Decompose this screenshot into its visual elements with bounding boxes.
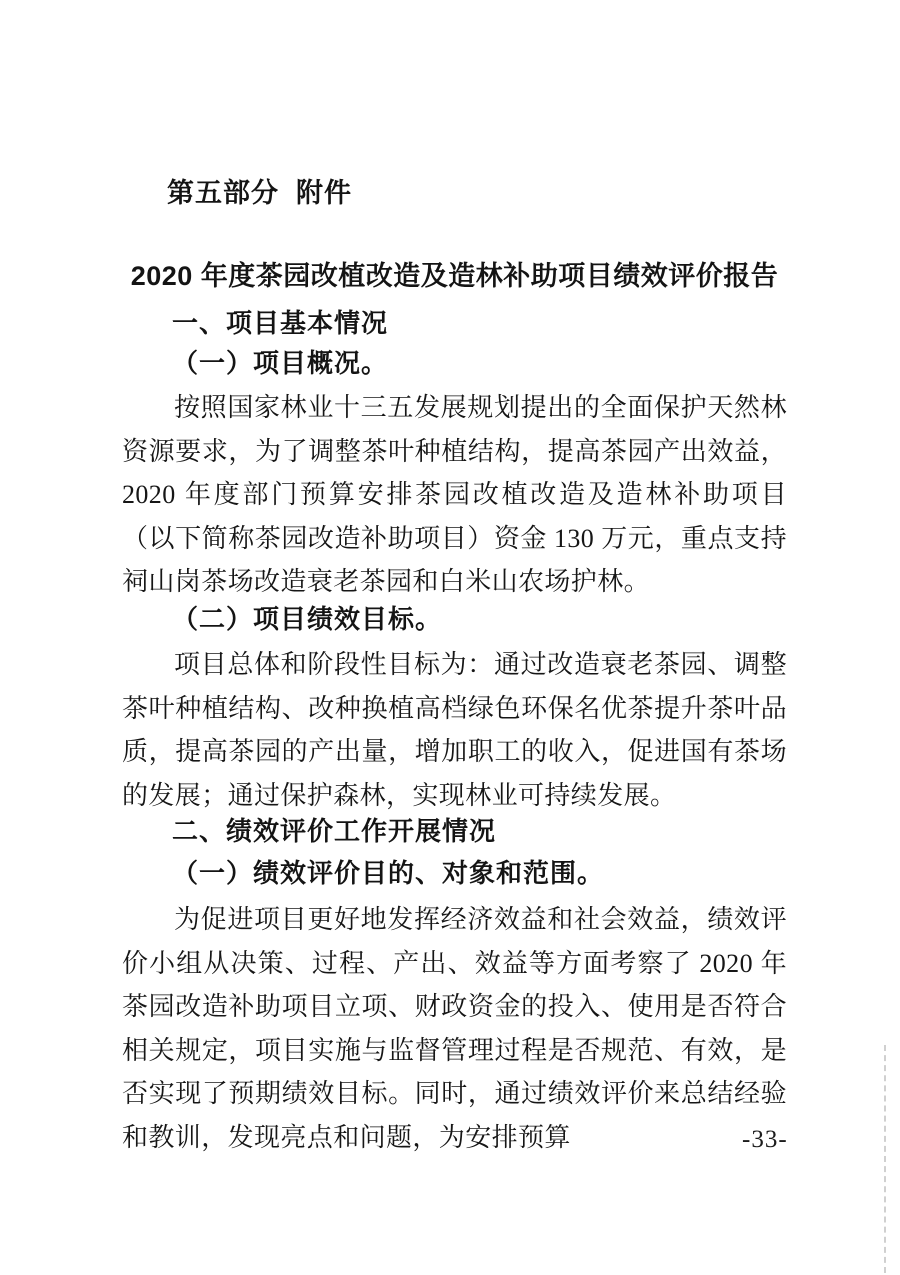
paragraph-performance-goals: 项目总体和阶段性目标为：通过改造衰老茶园、调整茶叶种植结构、改种换植高档绿色环保名优茶提升茶叶品质，提高茶园的产出量，增加职工的收入，促进国有茶场的发展；通过保护森林，实现林业可持续发展。 xyxy=(122,650,787,810)
paragraph-project-overview: 按照国家林业十三五发展规划提出的全面保护天然林资源要求，为了调整茶叶种植结构，提高茶园产出效益，2020 年度部门预算安排茶园改植改造及造林补助项目（以下简称茶园改造补助项目）资金 130 万元，重点支持祠山岗茶场改造衰老茶园和白米山农场护林。 xyxy=(122,393,787,596)
subheading-performance-goals: （二）项目绩效目标。 xyxy=(172,604,443,634)
paragraph-evaluation-scope: 为促进项目更好地发挥经济效益和社会效益，绩效评价小组从决策、过程、产出、效益等方面考察了 2020 年茶园改造补助项目立项、财政资金的投入、使用是否符合相关规定，项目实施与监督管理过程是否规范、有效，是否实现了预期绩效目标。同时，通过绩效评价来总结经验和教训，发现亮点和问题，为安排预算 xyxy=(122,905,787,1152)
heading-project-basic-info: 一、项目基本情况 xyxy=(172,308,389,338)
part-heading: 第五部分 附件 xyxy=(167,178,353,208)
subheading-evaluation-scope: （一）绩效评价目的、对象和范围。 xyxy=(172,858,605,888)
subheading-project-overview: （一）项目概况。 xyxy=(172,348,389,378)
page-number: -33- xyxy=(742,1126,788,1153)
heading-evaluation-work: 二、绩效评价工作开展情况 xyxy=(172,816,497,846)
scan-artifact-dashed-line xyxy=(884,1045,886,1273)
report-title: 2020 年度茶园改植改造及造林补助项目绩效评价报告 xyxy=(130,261,779,291)
